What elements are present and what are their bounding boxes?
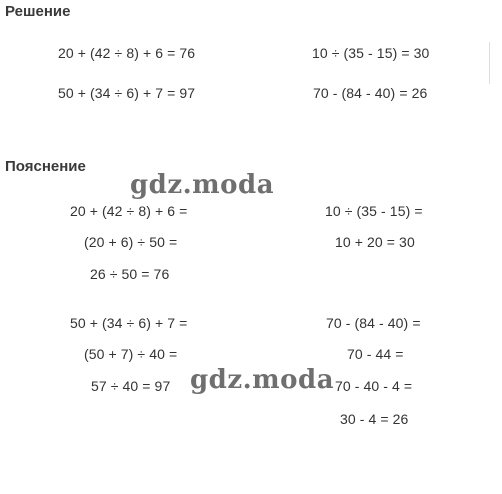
explanation-step: 26 ÷ 50 = 76 [90,266,170,282]
explanation-step: 20 + (42 ÷ 8) + 6 = [70,203,188,219]
solution-equation-1: 20 + (42 ÷ 8) + 6 = 76 [58,45,196,61]
solution-heading: Решение [5,3,71,20]
solution-equation-3: 50 + (34 ÷ 6) + 7 = 97 [58,85,196,101]
solution-equation-4: 70 - (84 - 40) = 26 [313,85,428,101]
explanation-step: 70 - (84 - 40) = [326,315,421,331]
explanation-step: 70 - 40 - 4 = [335,378,413,394]
watermark: gdz.moda [190,365,335,395]
explanation-step: 57 ÷ 40 = 97 [91,378,171,394]
explanation-step: 50 + (34 ÷ 6) + 7 = [70,315,188,331]
explanation-step: (20 + 6) ÷ 50 = [84,234,178,250]
explanation-step: 10 + 20 = 30 [335,234,415,250]
edge-frame [489,42,502,84]
explanation-step: 10 ÷ (35 - 15) = [325,203,423,219]
explanation-step: (50 + 7) ÷ 40 = [84,346,178,362]
solution-equation-2: 10 ÷ (35 - 15) = 30 [312,45,430,61]
explanation-step: 70 - 44 = [347,346,404,362]
watermark: gdz.moda [130,170,275,200]
explanation-heading: Пояснение [5,158,86,175]
explanation-step: 30 - 4 = 26 [340,411,409,427]
